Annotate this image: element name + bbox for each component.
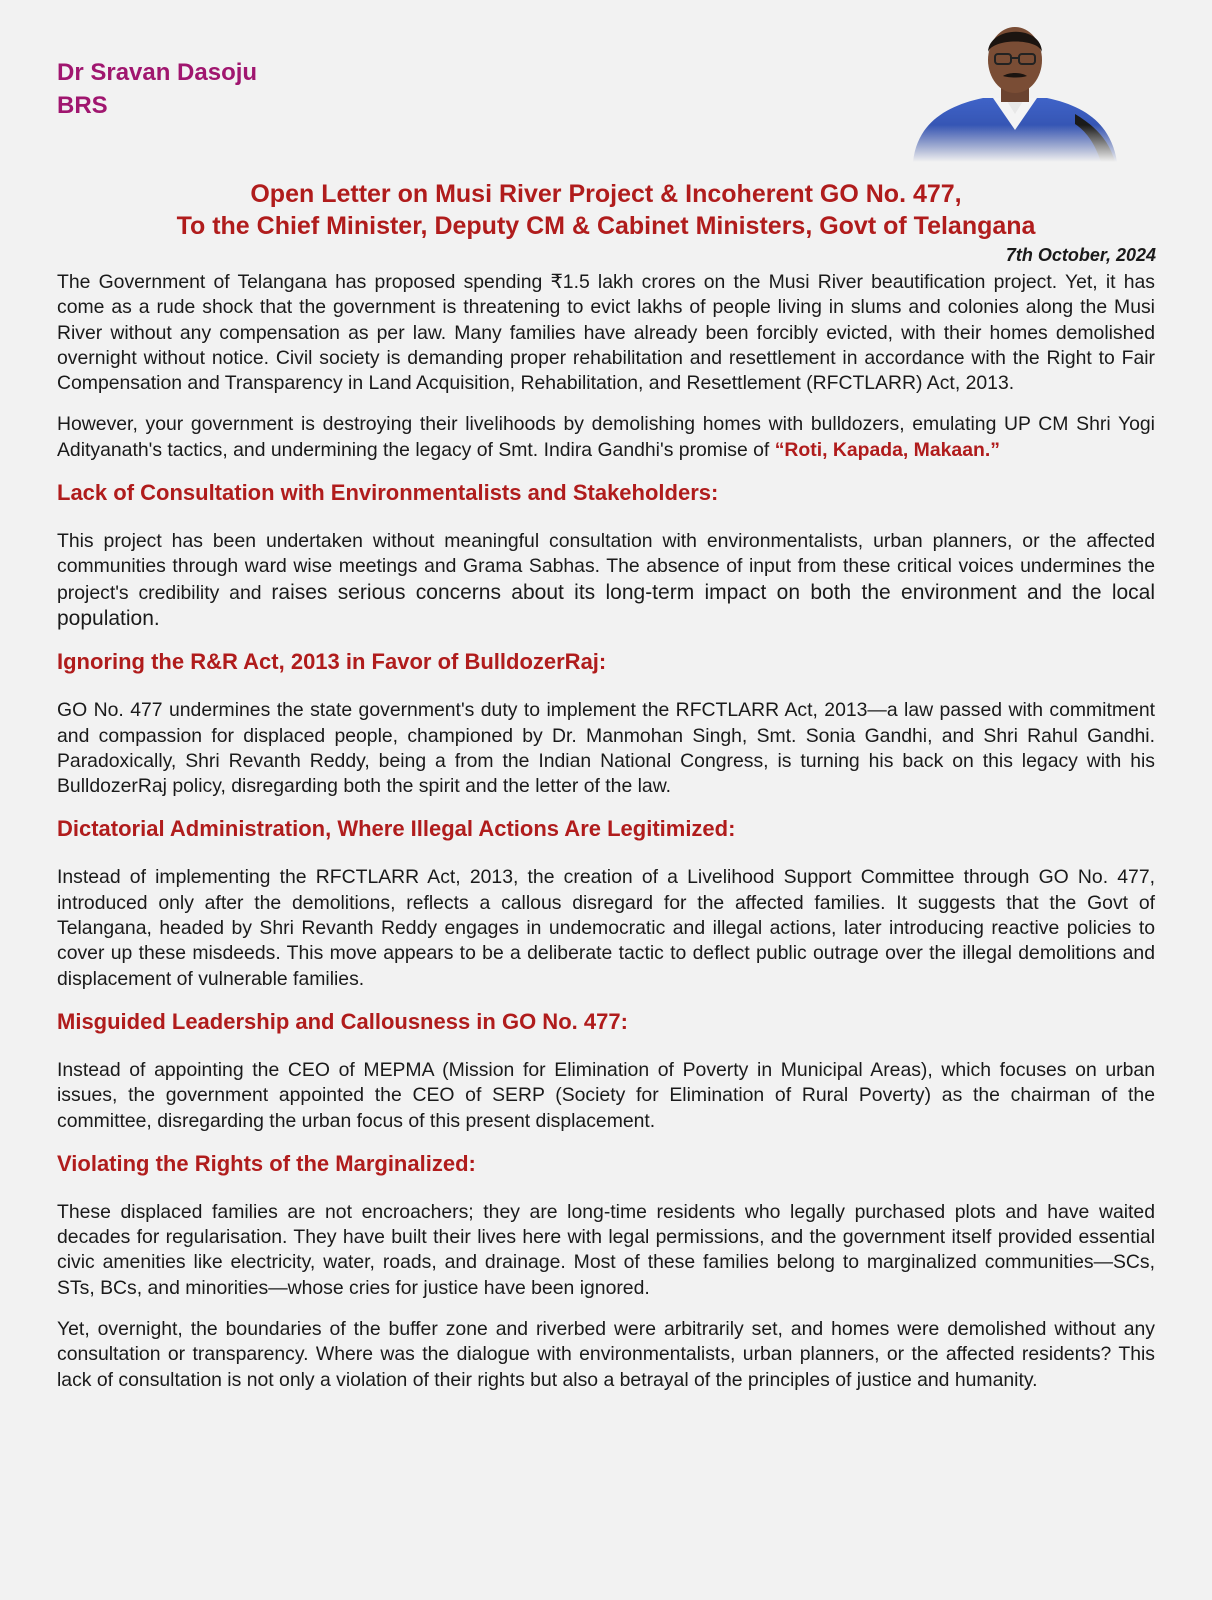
section-text-rr-act: GO No. 477 undermines the state government's duty to implement the RFCTLARR Act, 2013—a law passed with commitment and compassion for displaced people, championed by Dr. Manmohan Singh, Smt. Sonia Gandhi, and Shri Rahul Gandhi. Paradoxically, Shri Revanth Reddy, being a from the Indian National Congress, is turning his back on this legacy with his BulldozerRaj policy, disregarding both the spirit and the letter of the law. [57,699,1155,798]
section-text-dictatorial: Instead of implementing the RFCTLARR Act, 2013, the creation of a Livelihood Support Committee through GO No. 477, introduced only after the demolitions, reflects a callous disregard for the affected families. It suggests that the Govt of Telangana, headed by Shri Revanth Reddy engages in undemocratic and illegal actions, later introducing reactive policies to cover up these misdeeds. This move appears to be a deliberate tactic to deflect public outrage over the illegal demolitions and displacement of vulnerable families. [57,866,1155,990]
section-heading-leadership: Misguided Leadership and Callousness in GO No. 477: [57,1008,628,1034]
letter-title [40,178,1172,242]
intro-paragraph-2 [57,412,1155,463]
section-heading-dictatorial: Dictatorial Administration, Where Illegal Actions Are Legitimized: [57,816,736,842]
section-text-marginalized-2: Yet, overnight, the boundaries of the buffer zone and riverbed were arbitrarily set, and homes were demolished without any consultation or transparency. Where was the dialogue with environmentalists, urban planners, or the affected residents? This lack of consultation is not only a violation of their rights but also a betrayal of the principles of justice and humanity. [57,1318,1155,1391]
section-heading-rr-act: Ignoring the R&R Act, 2013 in Favor of BulldozerRaj: [57,649,607,675]
intro-paragraph-2-text: However, your government is destroying their livelihoods by demolishing homes with bulldozers, emulating UP CM Shri Yogi Adityanath's tactics, and undermining the legacy of Smt. Indira Gandhi's promise of [57,413,1155,461]
title-line-1: Open Letter on Musi River Project & Incoherent GO No. 477, [250,180,962,208]
section-heading-marginalized: Violating the Rights of the Marginalized: [57,1150,476,1176]
author-portrait [905,14,1125,162]
section-text-consultation-b: raises serious concerns about its long-term impact on both the environment and the local population. [57,580,1156,630]
section-heading-consultation: Lack of Consultation with Environmentalists and Stakeholders: [57,480,719,506]
letter-date: 7th October, 2024 [1005,245,1156,265]
author-block [57,56,257,122]
intro-quote: “Roti, Kapada, Makaan.” [774,438,1000,461]
letter-body [57,270,1155,1409]
section-text-marginalized-1: These displaced families are not encroachers; they are long-time residents who legally purchased plots and have waited decades for regularisation. They have built their lives here with legal permissions, and the government itself provided essential civic amenities like electricity, water, roads, and drainage. Most of these families belong to marginalized communities—SCs, STs, BCs, and minorities—whose cries for justice have been ignored. [57,1200,1155,1299]
author-name: Dr Sravan Dasoju [57,59,258,86]
section-text-leadership: Instead of appointing the CEO of MEPMA (Mission for Elimination of Poverty in Municipal Areas), which focuses on urban issues, the government appointed the CEO of SERP (Society for Elimination of Rural Poverty) as the chairman of the committee, disregarding the urban focus of this present displacement. [57,1058,1155,1132]
author-party: BRS [57,92,108,119]
section-text-consultation-a: This project has been undertaken without meaningful consultation with environmentalists, urban planners, or the affected communities through ward wise meetings and Grama Sabhas. The absence of input from these critical voices undermines the project's credibility and [57,530,1155,604]
intro-paragraph-1: The Government of Telangana has proposed spending ₹1.5 lakh crores on the Musi River beautification project. Yet, it has come as a rude shock that the government is threatening to evict lakhs of people living in slums and colonies along the Musi River without any compensation as per law. Many families have already been forcibly evicted, with their homes demolished overnight without notice. Civil society is demanding proper rehabilitation and resettlement in accordance with the Right to Fair Compensation and Transparency in Land Acquisition, Rehabilitation, and Resettlement (RFCTLARR) Act, 2013. [57,271,1155,395]
section-text-consultation [57,529,1155,632]
title-line-2: To the Chief Minister, Deputy CM & Cabinet Ministers, Govt of Telangana [176,212,1036,240]
